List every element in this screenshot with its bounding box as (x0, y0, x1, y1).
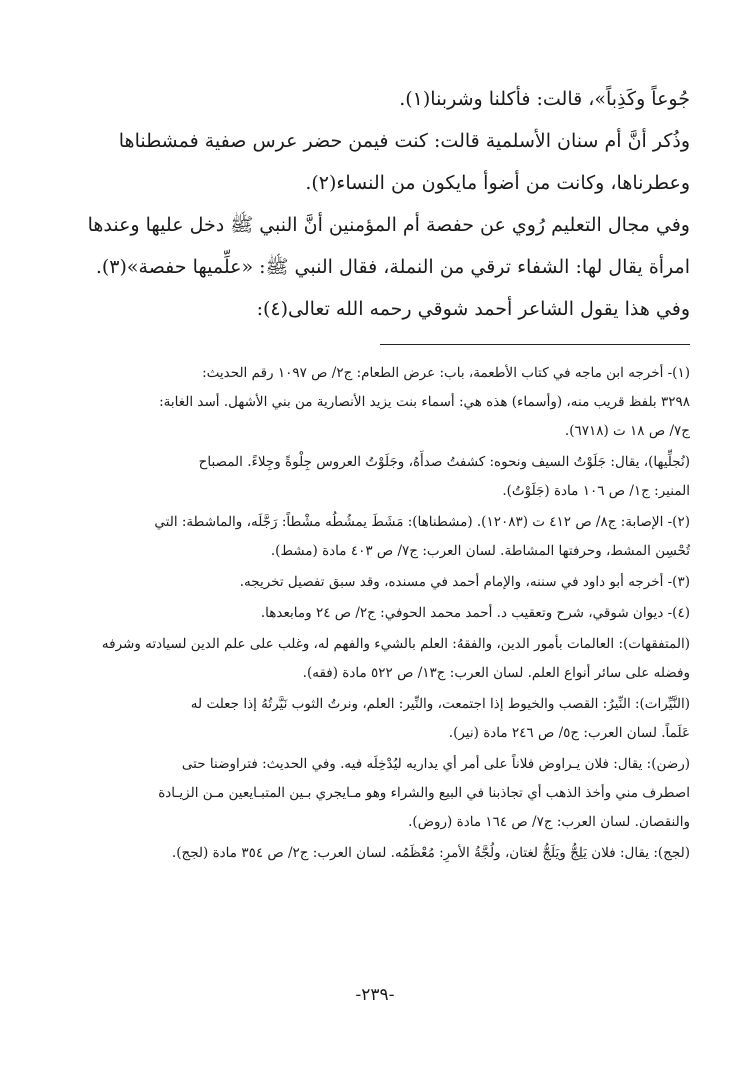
text-line: امرأة يقال لها: الشفاء ترقي من النملة، فقال النبي ﷺ: «علِّميها حفصة»(٣). (95, 256, 690, 278)
footnote (52, 448, 690, 506)
paragraph (52, 120, 690, 204)
footnote (52, 359, 690, 446)
main-text (52, 78, 690, 330)
footnote-line: (٣)- أخرجه أبو داود في سننه، والإمام أحمد في مسنده، وقد سبق تفصيل تخريجه. (239, 574, 690, 590)
footnote-line: (٤)- ديوان شوقي، شرح وتعقيب د. أحمد محمد الحوفي: ج٢/ ص ٢٤ ومابعدها. (260, 605, 690, 621)
text-line: وذُكر أنَّ أم سنان الأسلمية قالت: كنت فيمن حضر عرس صفية فمشطناها (118, 130, 690, 152)
text-line: جُوعاً وكَذِباً»، قالت: فأكلنا وشربنا(١). (399, 88, 690, 110)
paragraph (52, 288, 690, 330)
footnote (52, 508, 690, 566)
page-number: -٢٣٩- (355, 985, 395, 1005)
footnote-line: (نُجلِّيها)، يقال: جَلَوْتُ السيف ونحوه: كشفتُ صدأَهُ، وجَلَوْتُ العروس جِلْوةً وجِلاءً. المصباح (198, 454, 690, 470)
text-line: وفي هذا يقول الشاعر أحمد شوقي رحمه الله تعالى(٤): (256, 298, 690, 320)
footnote (52, 690, 690, 748)
text-line: وعطرناها، وكانت من أضوأ مايكون من النساء(٢). (305, 172, 690, 194)
footnote-line: (رضن): يقال: فلان يـراوض فلاناً على أمر أي يداريه ليُدْخِلَه فيه. وفي الحديث: فتراوضنا حتى (181, 756, 690, 772)
text-line: وفي مجال التعليم رُوي عن حفصة أم المؤمنين أنَّ النبي ﷺ دخل عليها وعندها (87, 214, 690, 236)
footnote-line: (النَّيِّرات): النِّيرُ: القصب والخيوط إذا اجتمعت، والنِّير: العلم، ونرتُ الثوب نَيَّرتُهُ إذا جعلت له (190, 696, 690, 712)
footnote (52, 568, 690, 597)
footnote-line: اصطرف مني وأخذ الذهب أي تجاذبنا في البيع والشراء وهو مـايجري بـين المتبـايعين مـن الزيـادة (158, 785, 690, 801)
footnote (52, 839, 690, 868)
footnote-line: ٣٢٩٨ بلفظ قريب منه، (وأسماء) هذه هي: أسماء بنت يزيد الأنصارية من بني الأشهل. أسد الغابة: (159, 394, 690, 410)
footnote-divider (380, 344, 690, 345)
footnote-line: وفضله على سائر أنواع العلم. لسان العرب: ج١٣/ ص ٥٢٢ مادة (فقه). (302, 665, 690, 681)
footnote-line: المنير: ج١/ ص ١٠٦ مادة (جَلَوْتُ). (502, 483, 690, 499)
footnote-line: (لجج): يقال: فلان يَلِجُّ ويَلَجُّ لغتان، ولُجَّةُ الأمرِ: مُعْظَمُه. لسان العرب: ج٢/ ص ٣٥٤ مادة (لجج). (171, 845, 690, 861)
footnote (52, 630, 690, 688)
footnote-line: (٢)- الإصابة: ج٨/ ص ٤١٢ ت (١٢٠٨٣). (مشطناها): مَشَطَ يمشُطُه مشْطاً: رَجَّلَه، والماشطة: التي (154, 514, 690, 530)
footnote (52, 750, 690, 837)
footnote-line: تُحْسِن المشط، وحرفتها المشاطة. لسان العرب: ج٧/ ص ٤٠٣ مادة (مشط). (270, 543, 690, 559)
footnote-line: (المتفقهات): العالمات بأمور الدين، والفقهُ: العلم بالشيء والفهم له، وغلب على علم الدين لسيادته وشرفه (101, 636, 690, 652)
footnote (52, 599, 690, 628)
paragraph (52, 78, 690, 120)
footnotes (52, 359, 690, 868)
footnote-line: (١)- أخرجه ابن ماجه في كتاب الأطعمة، باب: عرض الطعام: ج٢/ ص ١٠٩٧ رقم الحديث: (202, 365, 690, 381)
footnote-line: ج٧/ ص ١٨ ت (٦٧١٨). (564, 423, 690, 439)
footnote-line: عَلَماً. لسان العرب: ج٥/ ص ٢٤٦ مادة (نير). (448, 725, 690, 741)
footnote-line: والنقصان. لسان العرب: ج٧/ ص ١٦٤ مادة (روض). (408, 814, 690, 830)
paragraph (52, 204, 690, 288)
